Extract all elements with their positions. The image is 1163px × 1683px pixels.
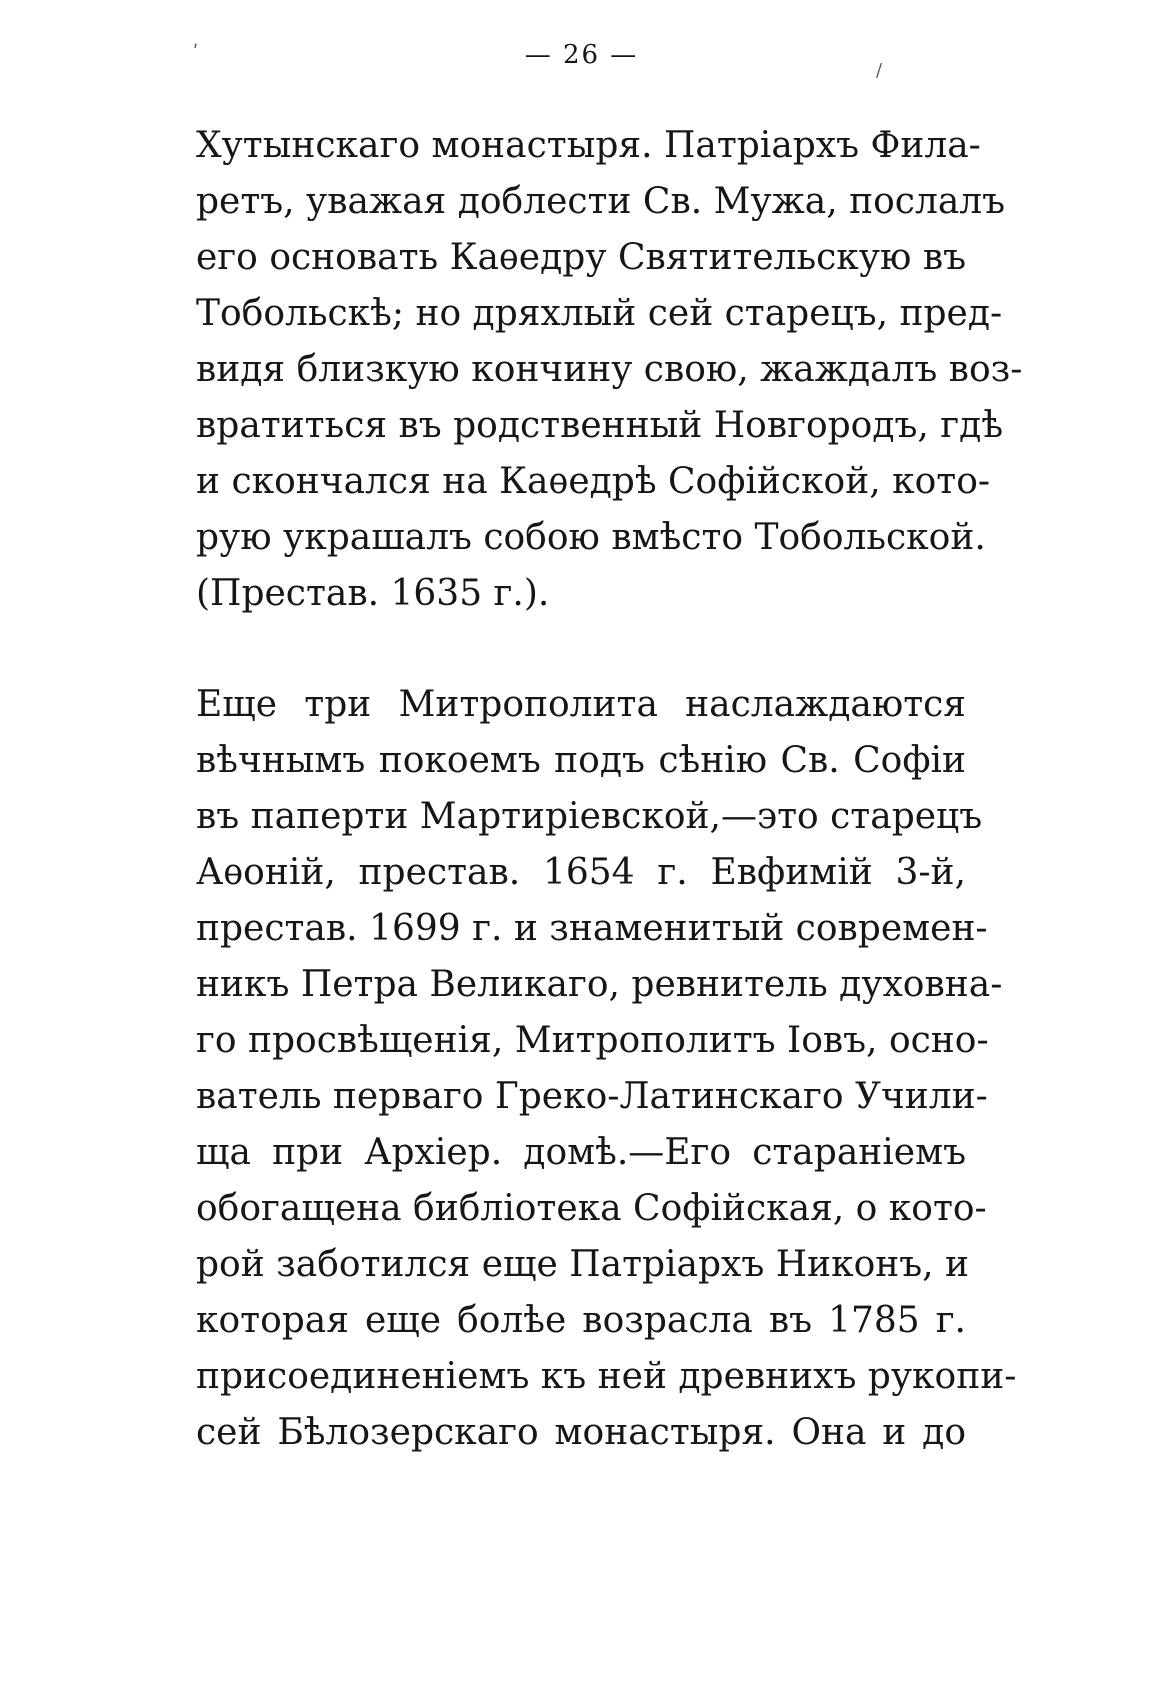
text-line: присоединеніемъ къ ней древнихъ рукопи- bbox=[196, 1356, 1017, 1397]
text-line: ща при Архіер. домѣ.—Его стараніемъ bbox=[196, 1132, 966, 1173]
print-speck: ʹ bbox=[193, 42, 199, 63]
print-speck: / bbox=[876, 60, 883, 81]
text-line: ретъ, уважая доблести Св. Мужа, послалъ bbox=[196, 181, 1006, 222]
text-line: которая еще болѣе возрасла въ 1785 г. bbox=[196, 1300, 966, 1341]
text-line: престав. 1699 г. и знаменитый современ- bbox=[196, 908, 988, 949]
text-line: вѣчнымъ покоемъ подъ сѣнію Св. Софіи bbox=[196, 740, 966, 781]
text-line: никъ Петра Великаго, ревнитель духовна- bbox=[196, 964, 1003, 1005]
paragraph-2 bbox=[196, 677, 1017, 1461]
text-line: рую украшалъ собою вмѣсто Тобольской. bbox=[196, 517, 986, 558]
page-number: — 26 — bbox=[524, 40, 639, 70]
text-line: его основать Каѳедру Святительскую въ bbox=[196, 237, 966, 278]
text-line: (Престав. 1635 г.). bbox=[196, 573, 550, 614]
text-line: и скончался на Каѳедрѣ Софійской, кото- bbox=[196, 461, 991, 502]
text-line: Хутынскаго монастыря. Патріархъ Фила- bbox=[196, 125, 981, 166]
text-line: сей Бѣлозерскаго монастыря. Она и до bbox=[196, 1412, 966, 1453]
text-line: рой заботился еще Патріархъ Никонъ, и bbox=[196, 1244, 970, 1285]
text-line: вратиться въ родственный Новгородъ, гдѣ bbox=[196, 405, 1004, 446]
text-line: обогащена библіотека Софійская, о кото- bbox=[196, 1188, 987, 1229]
text-line: Еще три Митрополита наслаждаются bbox=[196, 684, 966, 725]
text-line: Тобольскѣ; но дряхлый сей старецъ, пред- bbox=[196, 293, 1003, 334]
text-line: Аѳоній, престав. 1654 г. Евфимій 3-й, bbox=[196, 852, 966, 893]
paragraph-1 bbox=[196, 118, 1023, 622]
text-line: въ паперти Мартиріевской,—это старецъ bbox=[196, 796, 983, 837]
text-line: видя близкую кончину свою, жаждалъ воз- bbox=[196, 349, 1023, 390]
text-line: го просвѣщенія, Митрополитъ Іовъ, осно- bbox=[196, 1020, 989, 1061]
text-line: ватель перваго Греко-Латинскаго Учили- bbox=[196, 1076, 988, 1117]
